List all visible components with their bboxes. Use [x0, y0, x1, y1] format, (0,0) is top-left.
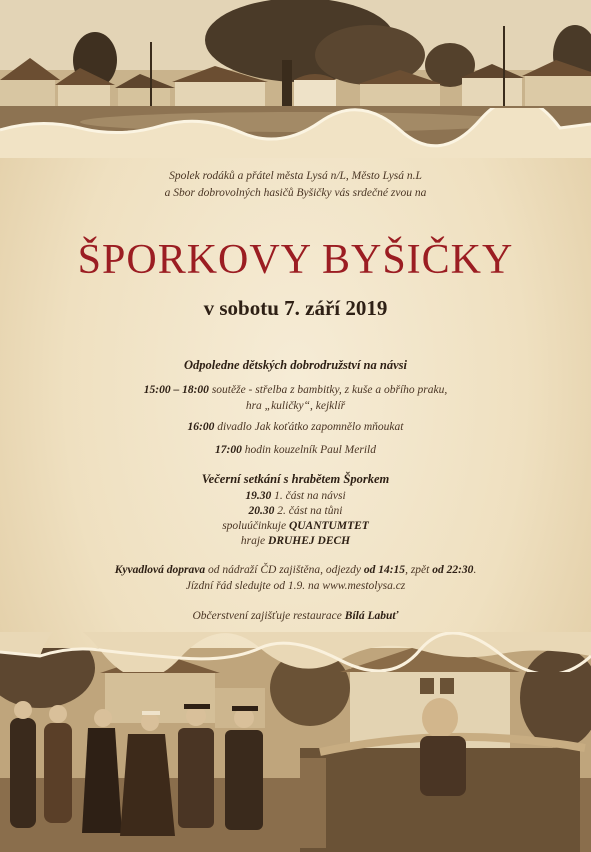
program-item — [0, 419, 591, 435]
program-text: 2. část na tůni — [274, 505, 343, 517]
restaurant-name: Bílá Labuť — [344, 610, 399, 622]
evening-heading: Večerní setkání s hrabětem Šporkem — [201, 472, 390, 486]
program-item-continued: hra „kuličky“, kejklíř — [245, 400, 346, 412]
program-item — [0, 503, 591, 519]
event-title: ŠPORKOVY BYŠIČKY — [77, 237, 514, 283]
program-text: 1. část na návsi — [271, 490, 346, 502]
coop-name: QUANTUMTET — [288, 520, 369, 532]
return-time: od 22:30 — [432, 564, 474, 576]
transport-text: , zpět — [405, 564, 433, 576]
costumed-people-photo — [0, 648, 591, 852]
invite-line-1: Spolek rodáků a přátel města Lysá n/L, Město Lysá n.L — [169, 170, 422, 182]
program-time: 15:00 – 18:00 — [143, 384, 209, 396]
transport-text: . — [473, 564, 477, 576]
program-time: 20.30 — [248, 505, 275, 517]
program-item — [0, 442, 591, 458]
transport-label: Kyvadlová doprava — [114, 564, 206, 576]
band-label: hraje — [240, 535, 269, 547]
invite-line-2: a Sbor dobrovolných hasičů Byšičky vás srdečné zvou na — [164, 187, 427, 199]
band-line — [0, 533, 591, 549]
departure-time: od 14:15 — [363, 564, 406, 576]
coop-label: spoluúčinkuje — [222, 520, 289, 532]
program-time: 19.30 — [245, 490, 272, 502]
invitation-text — [0, 168, 591, 202]
transport-text: od nádraží ČD zajištěna, odjezdy — [205, 564, 364, 576]
transport-line — [0, 562, 591, 578]
program-item — [0, 488, 591, 504]
program-text: hodin kouzelník Paul Merild — [241, 444, 376, 456]
cooperation-line — [0, 518, 591, 534]
program-text: divadlo Jak koťátko zapomnělo mňoukat — [214, 421, 404, 433]
event-date: v sobotu 7. září 2019 — [203, 296, 388, 320]
program-time: 17:00 — [215, 444, 242, 456]
afternoon-heading: Odpoledne dětských dobrodružství na návsi — [184, 358, 407, 372]
torn-edge-top — [0, 108, 591, 158]
refreshment-text: Občerstvení zajišťuje restaurace — [192, 610, 345, 622]
torn-edge-bottom — [0, 632, 591, 672]
timetable-line: Jízdní řád sledujte od 1.9. na www.mestolysa.cz — [185, 580, 406, 592]
costume-illustration — [0, 648, 591, 852]
program-text: soutěže - střelba z bambitky, z kuše a obřího praku, — [208, 384, 448, 396]
program-item — [0, 382, 591, 398]
program-time: 16:00 — [187, 421, 215, 433]
refreshment-line — [0, 608, 591, 624]
band-name: DRUHEJ DECH — [268, 535, 351, 547]
